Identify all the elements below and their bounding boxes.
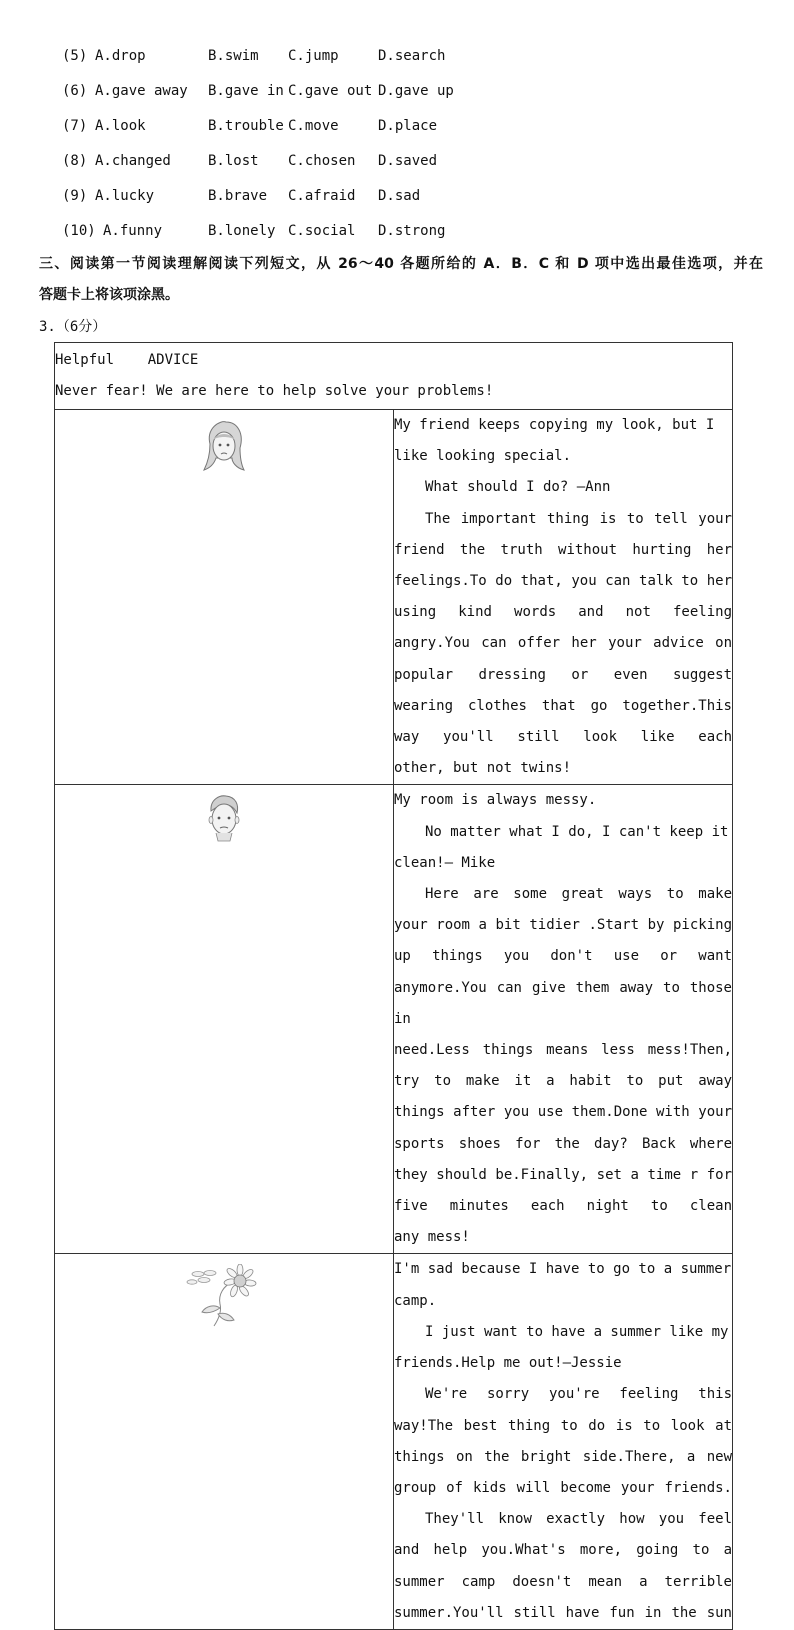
option-b: B.gave in xyxy=(208,83,284,99)
letter-row xyxy=(55,1254,733,1629)
option-a: A.look xyxy=(95,118,146,134)
option-a: A.changed xyxy=(95,153,171,169)
option-b: B.lonely xyxy=(208,223,276,239)
option-number: (8) xyxy=(62,153,88,169)
option-b: B.brave xyxy=(208,188,268,204)
option-a: A.lucky xyxy=(95,188,155,204)
advice-line: angry.You can offer her your advice on popular dressing or even suggest xyxy=(394,635,732,683)
advice-line: The important thing is to tell your friend the truth without hurting her xyxy=(394,510,732,558)
advice-subtitle: Never fear! We are here to help solve your problems! xyxy=(55,383,494,399)
advice-line: things on the bright side.There, a new group of kids will become your friends. xyxy=(394,1448,732,1496)
option-c: C.jump xyxy=(288,48,339,64)
advice-line: need.Less things means less mess!Then, try to make it a habit to put away xyxy=(394,1042,732,1090)
advice-line: up things you don't use or want anymore.You can give them away to those in xyxy=(394,948,732,1027)
table-header-cell xyxy=(55,343,733,410)
advice-line: feelings.To do that, you can talk to her using kind words and not feeling xyxy=(394,573,732,621)
option-d: D.gave up xyxy=(378,83,454,99)
option-number: (7) xyxy=(62,118,88,134)
advice-line: They'll know exactly how you feel and help you.What's more, going to a xyxy=(394,1511,732,1559)
letter-signature: No matter what I do, I can't keep it clean!— Mike xyxy=(394,823,729,871)
letter-text-cell xyxy=(394,1254,733,1629)
option-d: D.search xyxy=(378,48,446,64)
option-number: (5) xyxy=(62,48,88,64)
option-c: C.afraid xyxy=(288,188,356,204)
advice-line: any mess! xyxy=(394,1229,470,1246)
option-a: A.funny xyxy=(103,223,163,239)
advice-line: Here are some great ways to make your room a bit tidier .Start by picking xyxy=(394,886,732,934)
option-a: A.drop xyxy=(95,48,146,64)
letter-problem: My friend keeps copying my look, but I like looking special. xyxy=(394,417,715,465)
option-c: C.move xyxy=(288,118,339,134)
section-heading-line2: 答题卡上将该项涂黑。 xyxy=(39,287,179,303)
advice-line: they should be.Finally, set a time r for five minutes each night to clean xyxy=(394,1166,732,1215)
advice-title: Helpful ADVICE xyxy=(55,352,199,368)
picture-cell xyxy=(55,1254,394,1629)
girl-face-icon xyxy=(200,418,248,474)
letter-signature: I just want to have a summer like my friends.Help me out!—Jessie xyxy=(394,1323,729,1372)
advice-table xyxy=(54,342,733,1630)
picture-cell xyxy=(55,785,394,1254)
option-b: B.swim xyxy=(208,48,259,64)
option-number: (10) xyxy=(62,223,96,239)
advice-line: other, but not twins! xyxy=(394,760,572,777)
advice-line: summer camp doesn't mean a terrible summer.You'll still have fun in the sun xyxy=(394,1573,732,1621)
sad-flower-icon xyxy=(184,1264,264,1328)
section-heading xyxy=(39,249,763,311)
option-c: C.gave out xyxy=(288,83,373,99)
letter-problem: I'm sad because I have to go to a summer camp. xyxy=(394,1261,732,1309)
letter-row xyxy=(55,785,733,1254)
picture-cell xyxy=(55,410,394,785)
option-d: D.sad xyxy=(378,188,421,204)
option-c: C.chosen xyxy=(288,153,356,169)
option-d: D.strong xyxy=(378,223,446,239)
option-d: D.saved xyxy=(378,153,438,169)
advice-line: wearing clothes that go together.This way you'll still look like each xyxy=(394,697,732,746)
question-number: 3.（6分） xyxy=(39,319,107,335)
letter-text-cell xyxy=(394,785,733,1254)
option-d: D.place xyxy=(378,118,438,134)
option-a: A.gave away xyxy=(95,83,188,99)
advice-line: things after you use them.Done with your sports shoes for the day? Back where xyxy=(394,1104,732,1152)
table-header-row xyxy=(55,343,733,410)
letter-text-cell xyxy=(394,410,733,785)
option-b: B.trouble xyxy=(208,118,284,134)
option-b: B.lost xyxy=(208,153,259,169)
letter-row xyxy=(55,410,733,785)
letter-signature: What should I do? —Ann xyxy=(425,479,611,496)
section-heading-line1: 三、阅读第一节阅读理解阅读下列短文，从 26～40 各题所给的 A．B．C 和 D 项中选出最佳选项，并在 xyxy=(39,256,763,272)
option-c: C.social xyxy=(288,223,356,239)
boy-face-icon xyxy=(204,793,244,845)
option-number: (9) xyxy=(62,188,88,204)
option-number: (6) xyxy=(62,83,88,99)
advice-line: We're sorry you're feeling this way!The best thing to do is to look at xyxy=(394,1386,732,1434)
letter-problem: My room is always messy. xyxy=(394,792,597,809)
